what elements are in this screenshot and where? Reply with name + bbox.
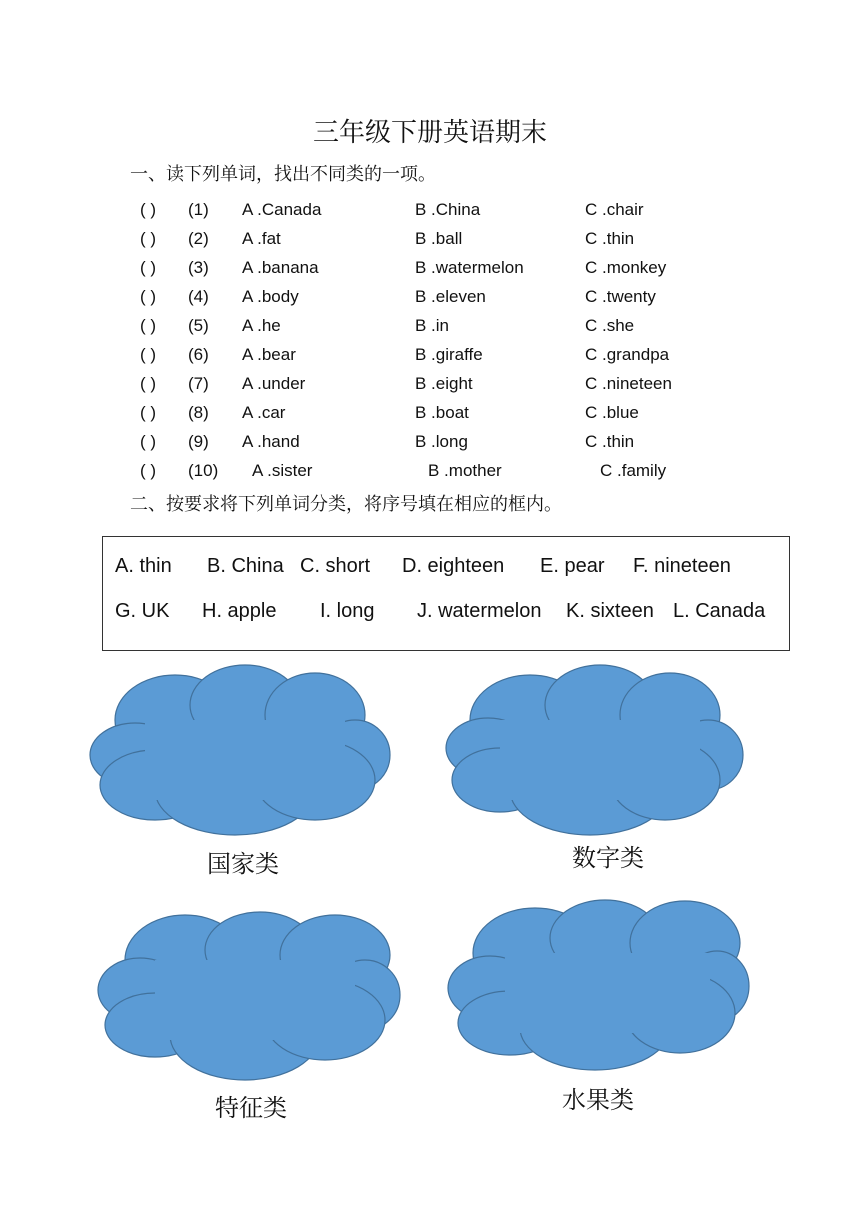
section2-heading: 二、按要求将下列单词分类，将序号填在相应的框内。 — [130, 494, 562, 515]
option-c: C .thin — [585, 432, 635, 451]
word-item: G. UK — [115, 600, 170, 622]
question-number: (4) — [188, 287, 209, 306]
question-number: (10) — [188, 461, 219, 480]
option-c: C .thin — [585, 229, 635, 248]
word-item: C. short — [300, 555, 371, 577]
question-row — [140, 316, 760, 344]
option-b: B .eleven — [415, 287, 486, 306]
option-b: B .mother — [428, 461, 502, 480]
section1-heading: 一、读下列单词，找出不同类的一项。 — [130, 164, 436, 185]
option-a: A .bear — [242, 345, 296, 364]
answer-blank: ( ) — [140, 316, 157, 335]
option-c: C .nineteen — [585, 374, 672, 393]
word-item: D. eighteen — [402, 555, 505, 577]
cloud-number — [440, 660, 750, 840]
option-a: A .fat — [242, 229, 281, 248]
question-number: (1) — [188, 200, 209, 219]
option-b: B .China — [415, 200, 481, 219]
question-row — [140, 432, 760, 460]
option-a: A .car — [242, 403, 286, 422]
question-number: (9) — [188, 432, 209, 451]
question-row — [140, 461, 760, 489]
cloud-country — [85, 660, 395, 840]
answer-blank: ( ) — [140, 258, 157, 277]
option-a: A .sister — [252, 461, 313, 480]
answer-blank: ( ) — [140, 287, 157, 306]
answer-blank: ( ) — [140, 403, 157, 422]
word-item: H. apple — [202, 600, 277, 622]
cloud-label-country: 国家类 — [207, 850, 279, 878]
question-row — [140, 403, 760, 431]
option-a: A .body — [242, 287, 299, 306]
question-row — [140, 287, 760, 315]
answer-blank: ( ) — [140, 229, 157, 248]
word-item: A. thin — [115, 555, 172, 577]
option-a: A .Canada — [242, 200, 322, 219]
option-b: B .boat — [415, 403, 469, 422]
option-a: A .hand — [242, 432, 300, 451]
question-row — [140, 200, 760, 228]
option-c: C .chair — [585, 200, 644, 219]
cloud-fruit — [445, 898, 755, 1078]
word-bank-box — [102, 536, 790, 651]
question-number: (7) — [188, 374, 209, 393]
option-b: B .long — [415, 432, 468, 451]
option-c: C .blue — [585, 403, 639, 422]
option-c: C .twenty — [585, 287, 656, 306]
word-item: J. watermelon — [417, 600, 542, 622]
answer-blank: ( ) — [140, 461, 157, 480]
cloud-label-number: 数字类 — [572, 844, 644, 872]
question-number: (3) — [188, 258, 209, 277]
question-number: (5) — [188, 316, 209, 335]
option-c: C .she — [585, 316, 635, 335]
option-b: B .ball — [415, 229, 463, 248]
option-b: B .eight — [415, 374, 473, 393]
word-item: I. long — [320, 600, 375, 622]
cloud-label-feature: 特征类 — [215, 1094, 287, 1122]
option-b: B .giraffe — [415, 345, 483, 364]
cloud-label-fruit: 水果类 — [562, 1086, 634, 1114]
word-item: L. Canada — [673, 600, 766, 622]
option-c: C .grandpa — [585, 345, 670, 364]
answer-blank: ( ) — [140, 200, 157, 219]
question-row — [140, 345, 760, 373]
question-row — [140, 258, 760, 286]
option-c: C .family — [600, 461, 667, 480]
option-a: A .he — [242, 316, 281, 335]
question-number: (6) — [188, 345, 209, 364]
question-number: (2) — [188, 229, 209, 248]
page-title: 三年级下册英语期末 — [312, 118, 547, 148]
option-c: C .monkey — [585, 258, 667, 277]
question-row — [140, 229, 760, 257]
option-b: B .watermelon — [415, 258, 524, 277]
question-number: (8) — [188, 403, 209, 422]
option-a: A .under — [242, 374, 306, 393]
word-item: E. pear — [540, 555, 605, 577]
option-a: A .banana — [242, 258, 319, 277]
word-item: F. nineteen — [633, 555, 731, 577]
word-item: B. China — [207, 555, 284, 577]
answer-blank: ( ) — [140, 374, 157, 393]
answer-blank: ( ) — [140, 432, 157, 451]
option-b: B .in — [415, 316, 450, 335]
question-row — [140, 374, 760, 402]
cloud-feature — [95, 905, 405, 1085]
answer-blank: ( ) — [140, 345, 157, 364]
word-item: K. sixteen — [566, 600, 654, 622]
